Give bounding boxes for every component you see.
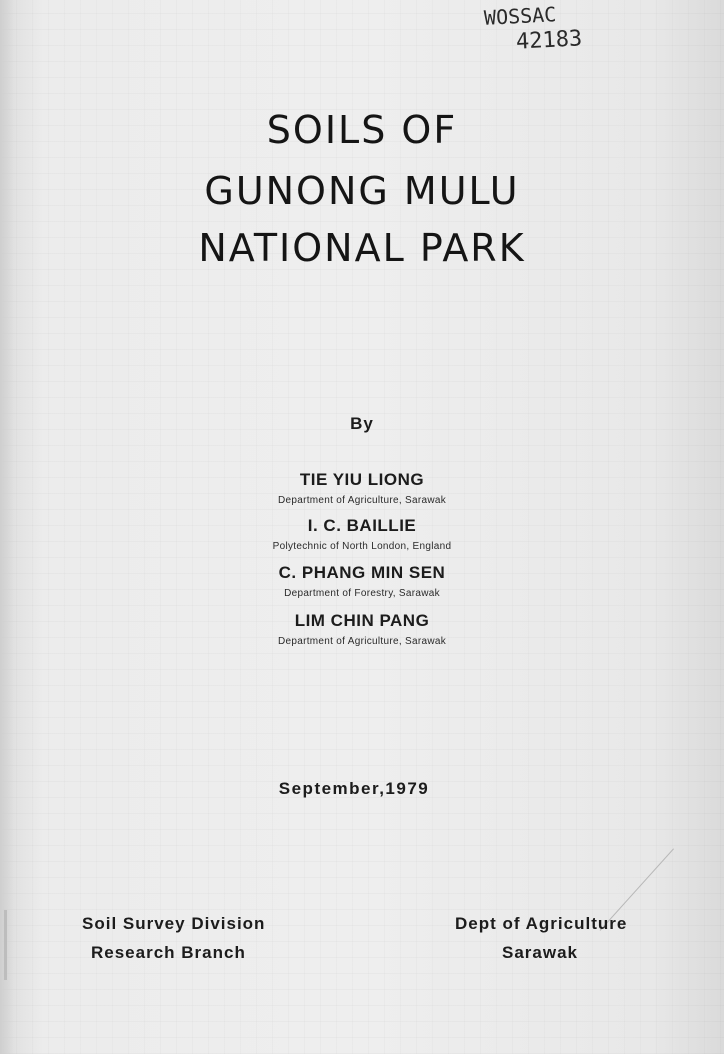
page-edge-mark xyxy=(4,910,7,980)
title-line-2: GUNONG MULU xyxy=(204,169,520,213)
author-affiliation: Department of Forestry, Sarawak xyxy=(284,588,440,599)
author-name: TIE YIU LIONG xyxy=(299,470,425,489)
author-name: LIM CHIN PANG xyxy=(294,611,430,630)
footer-right-line-2: Sarawak xyxy=(502,943,578,962)
author-affiliation: Polytechnic of North London, England xyxy=(272,541,452,552)
publication-date: September,1979 xyxy=(278,779,430,798)
by-label: By xyxy=(350,414,374,433)
title-line-1: SOILS OF xyxy=(266,108,458,152)
handwritten-code-line2: 42183 xyxy=(515,26,583,55)
author-affiliation: Department of Agriculture, Sarawak xyxy=(277,495,447,506)
author-affiliation: Department of Agriculture, Sarawak xyxy=(277,636,447,647)
author-name: I. C. BAILLIE xyxy=(307,516,417,535)
author-name: C. PHANG MIN SEN xyxy=(278,563,446,582)
footer-left-line-1: Soil Survey Division xyxy=(82,914,266,933)
footer-left-line-2: Research Branch xyxy=(91,943,246,962)
title-line-3: NATIONAL PARK xyxy=(198,226,526,270)
handwritten-code-line1: WOSSAC xyxy=(483,2,557,30)
footer-right-line-1: Dept of Agriculture xyxy=(455,914,628,933)
